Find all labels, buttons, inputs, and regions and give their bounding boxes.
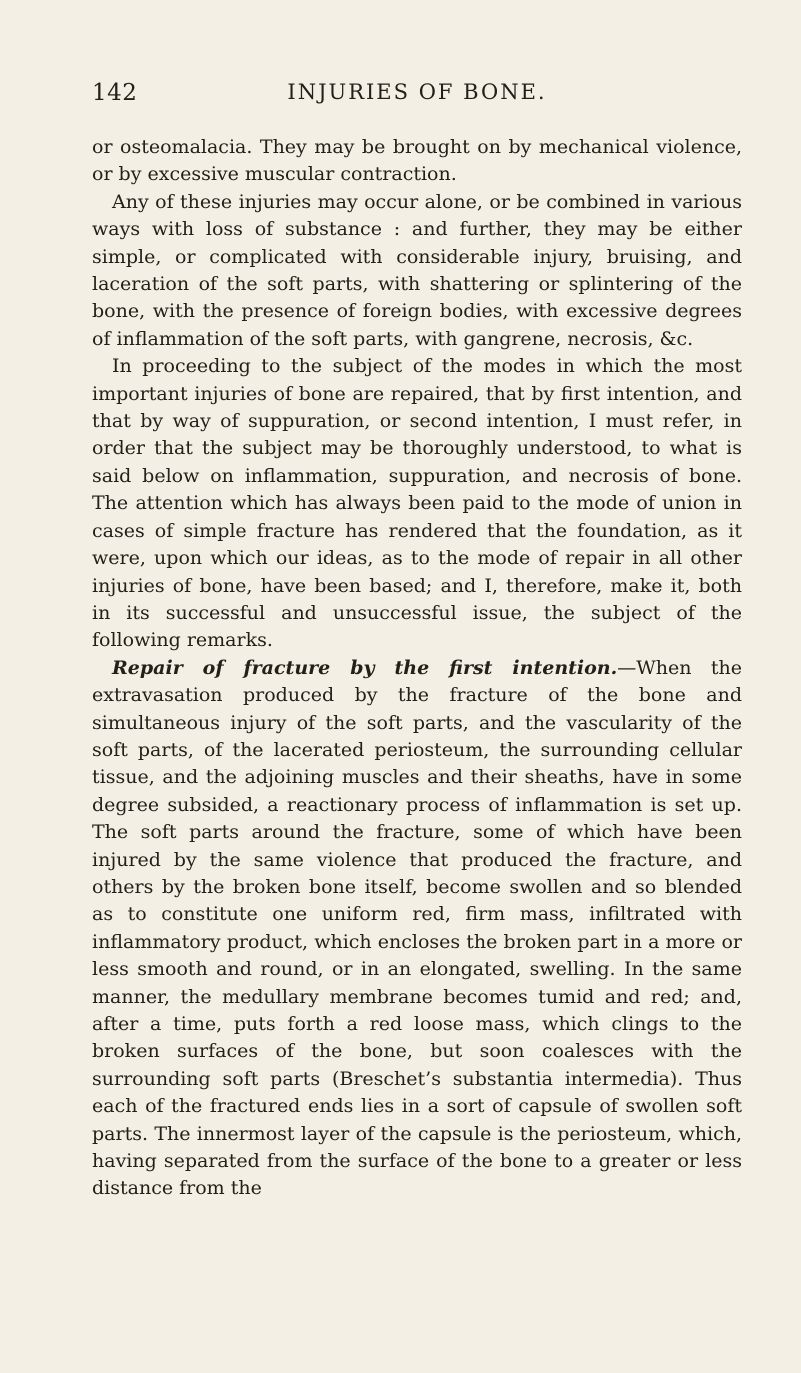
section-heading-first-intention: Repair of fracture by the first intention. — [112, 656, 618, 679]
paragraph-modes-of-repair: In proceeding to the subject of the modes in which the most important injuries of bone are repaired, that by first intention, and that by way of suppuration, or second intention, I must refer, in order that the subject may be thoroughly understood, to what is said below on inflammation, suppuration, and necrosis of bone. The attention which has always been paid to the mode of union in cases of simple fracture has rendered that the foundation, as it were, upon which our ideas, as to the mode of repair in all other injuries of bone, have been based; and I, therefore, make it, both in its successful and unsuccessful issue, the subject of the following remarks. — [92, 355, 742, 652]
running-head — [92, 80, 742, 114]
chapter-title: INJURIES OF BONE. — [287, 80, 547, 104]
paragraph-continuation: or osteomalacia. They may be brought on by mechanical violence, or by excessive muscular contraction. — [92, 136, 742, 186]
paragraph-first-intention-text: —When the extravasation produced by the fracture of the bone and simultaneous injury of the soft parts, and the vascularity of the soft parts, of the lacerated periosteum, the surrounding cellular tissue, and the adjoining muscles and their sheaths, have in some degree subsided, a reactionary process of inflammation is set up. The soft parts around the fracture, some of which have been injured by the same violence that produced the fracture, and others by the broken bone itself, become swollen and so blended as to constitute one uniform red, firm mass, infiltrated with inflammatory product, which encloses the broken part in a more or less smooth and round, or in an elongated, swelling. In the same manner, the medullary membrane becomes tumid and red; and, after a time, puts forth a red loose mass, which clings to the broken surfaces of the bone, but soon coalesces with the surrounding soft parts (Breschet’s substantia intermedia). Thus each of the fractured ends lies in a sort of capsule of swollen soft parts. The innermost layer of the capsule is the periosteum, which, having separated from the surface of the bone to a greater or less distance from the — [92, 656, 742, 1200]
page-number: 142 — [92, 80, 138, 106]
paragraph-first-intention — [92, 655, 742, 1203]
body-text — [92, 134, 742, 1203]
paragraph-injuries-combined: Any of these injuries may occur alone, or be combined in various ways with loss of substance : and further, they may be either simple, or complicated with considerable injury, bruising, and laceration of the soft parts, with shattering or splintering of the bone, with the presence of foreign bodies, with excessive degrees of inflammation of the soft parts, with gangrene, necrosis, &c. — [92, 190, 742, 350]
